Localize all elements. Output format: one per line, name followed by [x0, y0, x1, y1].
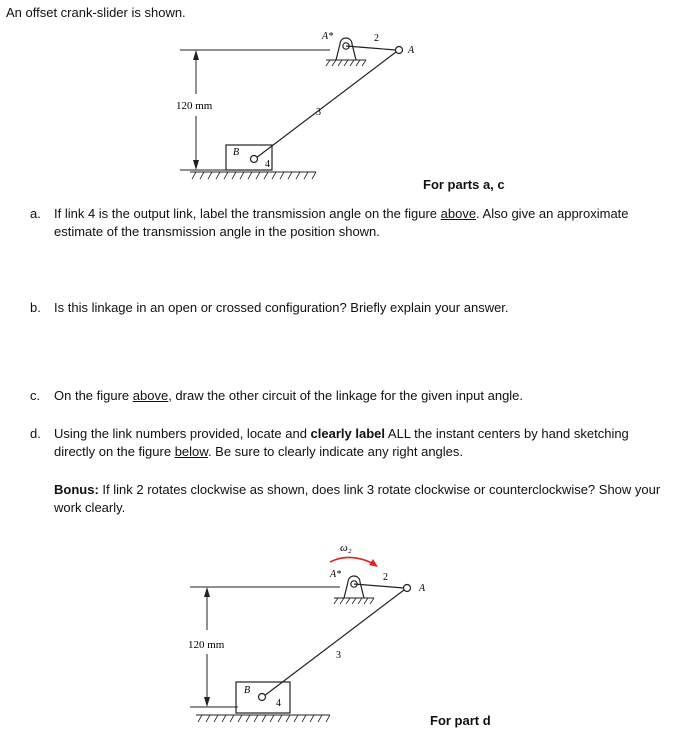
dim-label-b: 120 mm: [188, 639, 225, 651]
question-c: [30, 387, 670, 405]
link-3: [256, 52, 396, 158]
dim-arrow-down-b: [204, 697, 210, 707]
caption-part-d: For part d: [430, 713, 491, 728]
ground-hatch-astar-b: [334, 598, 374, 604]
question-b: [30, 299, 670, 317]
question-a-text-1: If link 4 is the output link, label the transmission angle on the figure: [54, 206, 441, 221]
ground-hatch-astar: [326, 60, 366, 66]
omega-arrow-arc: [330, 557, 374, 564]
crank-slider-figure-top: [0, 0, 680, 200]
question-c-label: c.: [30, 388, 41, 403]
joint-a-b: [404, 585, 411, 592]
omega-arrow-head: [369, 559, 378, 567]
label-omega2: ω₂: [340, 542, 352, 554]
question-a-text-2: . Also give an approximate estimate of the transmission angle in the position shown.: [54, 206, 629, 239]
label-link2: 2: [374, 33, 379, 44]
dim-arrow-down: [193, 160, 199, 170]
question-d-text-1: Using the link numbers provided, locate and: [54, 426, 311, 441]
joint-b-b: [259, 694, 266, 701]
label-astar-b: A*: [330, 569, 342, 580]
bonus-text: If link 2 rotates clockwise as shown, does link 3 rotate clockwise or counterclockwise? Show your work clearly.: [54, 482, 661, 515]
question-a-ref: above: [440, 206, 477, 221]
question-b-text: Is this linkage in an open or crossed configuration? Briefly explain your answer.: [54, 300, 509, 315]
question-a: [30, 205, 670, 241]
joint-b: [251, 156, 258, 163]
crank-slider-figure-bottom: [0, 530, 680, 736]
joint-a: [396, 47, 403, 54]
label-link3: 3: [316, 107, 321, 118]
label-b: B: [233, 147, 240, 158]
intro-text: An offset crank-slider is shown.: [6, 5, 186, 20]
dim-arrow-up-b: [204, 587, 210, 597]
dim-arrow-up: [193, 50, 199, 60]
label-a: A: [408, 45, 415, 56]
question-b-label: b.: [30, 300, 41, 315]
question-d-text-3: . Be sure to clearly indicate any right angles.: [207, 444, 464, 459]
ground-hatch-slider: [192, 172, 316, 179]
bonus-question: [54, 481, 670, 517]
dim-label: 120 mm: [176, 100, 213, 112]
label-link3-b: 3: [336, 650, 341, 661]
question-d-ref: below: [174, 444, 208, 459]
label-a-b: A: [419, 583, 426, 594]
question-c-text-2: , draw the other circuit of the linkage for the given input angle.: [168, 388, 524, 403]
bonus-label: Bonus:: [54, 482, 99, 497]
ground-hatch-slider-b: [198, 715, 330, 722]
question-a-label: a.: [30, 206, 41, 221]
question-c-text-1: On the figure: [54, 388, 133, 403]
label-b-b: B: [244, 685, 251, 696]
question-c-ref: above: [132, 388, 169, 403]
link-3-b: [264, 590, 404, 696]
label-link2-b: 2: [383, 572, 388, 583]
question-d-text-2: ALL the instant centers by hand sketching directly on the figure: [54, 426, 629, 459]
question-d-label: d.: [30, 426, 41, 441]
question-d-bold: clearly label: [310, 426, 385, 441]
question-d: [30, 425, 670, 461]
label-link4-b: 4: [276, 698, 281, 709]
caption-parts-ac: For parts a, c: [423, 177, 505, 192]
label-link4: 4: [265, 159, 270, 170]
label-astar: A*: [322, 31, 334, 42]
